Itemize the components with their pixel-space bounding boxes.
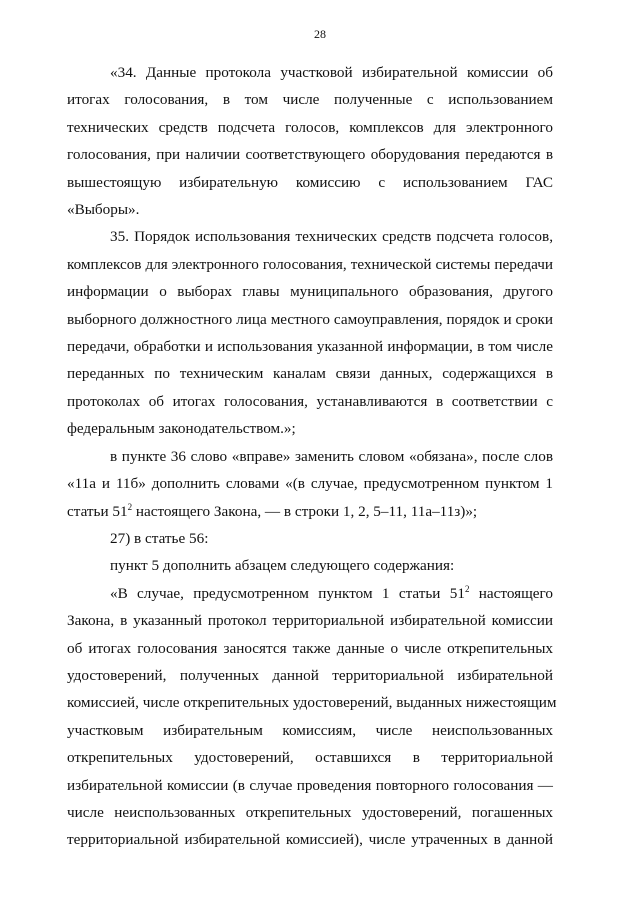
paragraph-line: «11а и 11б» дополнить словами «(в случае, предусмотренном пунктом 1 [67, 475, 553, 493]
paragraph-line: «Выборы». [67, 201, 140, 219]
paragraph-line: протоколах об итогах голосования, устанавливаются в соответствии с [67, 392, 553, 410]
paragraph-line: числе неиспользованных открепительных удостоверений, погашенных [67, 803, 553, 821]
superscript: 2 [127, 501, 133, 512]
line-text: статьи 51 [67, 502, 128, 520]
paragraph-line [67, 498, 553, 525]
paragraph-line: удостоверений, полученных данной территориальной избирательной [67, 666, 553, 684]
paragraph-line: информации о выборах главы муниципального образования, другого [67, 283, 553, 301]
paragraph-line: об итогах голосования заносятся также данные о числе открепительных [67, 639, 553, 657]
paragraph-line: Закона, в указанный протокол территориальной избирательной комиссии [67, 612, 553, 630]
paragraph-line: участковым избирательным комиссиям, числе неиспользованных [67, 721, 553, 739]
paragraph-line: технических средств подсчета голосов, комплексов для электронного [67, 118, 553, 136]
paragraph-line: выборного должностного лица местного самоуправления, порядок и сроки [67, 310, 553, 328]
paragraph-line: открепительных удостоверений, оставшихся в территориальной [67, 749, 553, 767]
paragraph-line: территориальной избирательной комиссией), числе утраченных в данной [67, 831, 553, 849]
paragraph-line: голосования, при наличии соответствующего оборудования передаются в [67, 146, 553, 164]
line-text: «В случае, предусмотренном пунктом 1 статьи 51 [110, 584, 465, 602]
line-text: настоящего Закона, — в строки 1, 2, 5–11, 11а–11з)»; [132, 502, 478, 520]
paragraph-first-line: пункт 5 дополнить абзацем следующего содержания: [110, 557, 455, 575]
paragraph-first-line: 35. Порядок использования технических средств подсчета голосов, [110, 228, 553, 246]
superscript: 2 [464, 583, 470, 594]
line-text: настоящего [469, 584, 553, 602]
paragraph-line: переданных по техническим каналам связи данных, содержащихся в [67, 365, 553, 383]
document-body [67, 59, 557, 854]
paragraph-line: комиссией, числе открепительных удостоверений, выданных нижестоящим [67, 694, 557, 712]
paragraph-line: избирательной комиссии (в случае проведения повторного голосования — [67, 776, 553, 794]
paragraph-first-line: «34. Данные протокола участковой избирательной комиссии об [110, 64, 553, 81]
paragraph-line: федеральным законодательством.»; [67, 420, 296, 438]
paragraph-first-line: 27) в статье 56: [110, 529, 209, 547]
paragraph-line: комплексов для электронного голосования, технической системы передачи [67, 255, 553, 273]
paragraph-first-line [67, 580, 553, 607]
paragraph-first-line: в пункте 36 слово «вправе» заменить словом «обязана», после слов [110, 447, 553, 465]
page-number: 28 [314, 27, 326, 41]
paragraph-line: передачи, обработки и использования указанной информации, в том числе [67, 338, 553, 356]
paragraph-line: вышестоящую избирательную комиссию с использованием ГАС [67, 173, 553, 191]
paragraph-line: итогах голосования, в том числе полученные с использованием [67, 91, 553, 109]
